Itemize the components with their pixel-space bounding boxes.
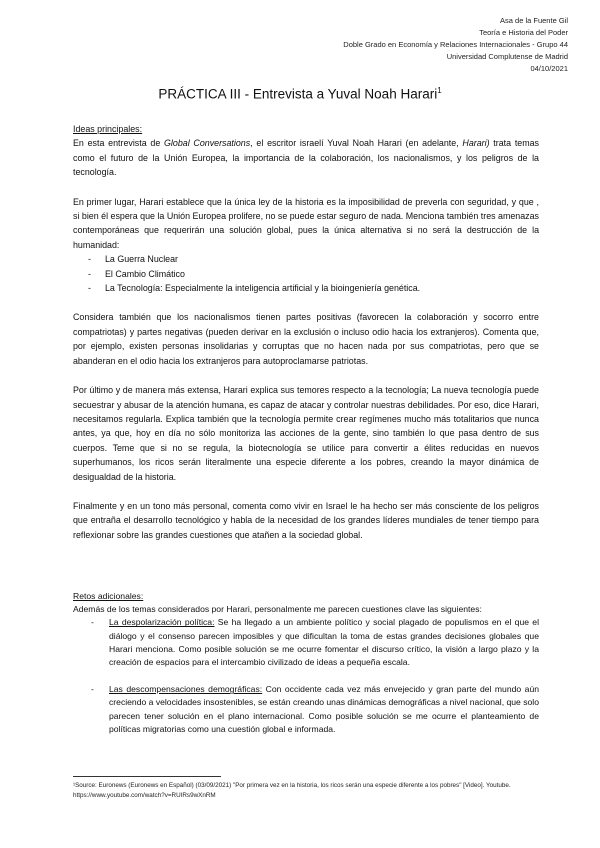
intro-text-italic-harari: Harari) [462,138,490,149]
paragraph-technology: Por último y de manera más extensa, Harari explica sus temores respecto a la tecnología; La nueva tecnología puede secuestrar y abusar de la atención humana, es capaz de atacar y controlar nuestras debilidades. Por eso, dice Harari, necesitamos regularla. Explica también que la tecnología permite crear regímenes mucho más totalitarios que nunca antes, ya que, hoy en día no sólo monitoriza las acciones de la gente, sino también lo que pasa dentro de sus cuerpos. Teme que si no se regula, la biotecnología se utilice para convertir a élites reducidas en nuevos superhumanos, los ricos serán literalmente una especie diferente a los pobres, creando la mayor dinámica de desigualdad de la historia. [73,385,539,482]
retos-heading: Retos adicionales: [73,591,144,601]
paragraph-conclusion: Finalmente y en un tono más personal, comenta como vivir en Israel le ha hecho ser más consciente de los peligros que entraña el desarrollo tecnológico y habla de la necesidad de los grandes líderes mundiales de tener tiempo para reflexionar sobre las grandes cuestiones que atañen a la sociedad global. [73,500,539,540]
ideas-heading: Ideas principales: [73,124,143,134]
list-item: - El Cambio Climático [73,267,539,281]
main-content [73,122,539,542]
list-item [73,616,539,669]
paragraph-nationalism: Considera también que los nacionalismos tienen partes positivas (favorecen la colaboración y socorro entre compatriotas) y partes negativas (pueden derivar en la exclusión o incluso odio hacia los extranjeros). Comenta que, por ejemplo, existen personas insolidarias y corruptas que no hacen nada por sus compatriotas, pero que se abanderan en el odio hacia los extranjeros para autoproclamarse patriotas. [73,312,539,366]
retos-intro: Además de los temas considerados por Harari, personalmente me parecen cuestiones clave las siguientes: [73,604,482,615]
document-date: 04/10/2021 [530,64,568,73]
footnote-divider [73,776,221,777]
reto-title: La despolarización política: [109,617,215,628]
intro-paragraph [73,136,539,179]
list-item: - La Guerra Nuclear [73,252,539,266]
page-title [0,86,600,102]
university-name: Universidad Complutense de Madrid [446,52,568,61]
list-item: - La Tecnología: Especialmente la inteligencia artificial y la bioingeniería genética. [73,281,539,295]
reto-text: Se ha llegado a un ambiente político y social plagado de populismos en el que el diálogo y el consenso parecen imposibles y que dificultan la toma de estas grandes decisiones globales que Harari menciona. Como posible solución se me ocurre fomentar el discurso crítico, la visión a largo plazo y la creación de espacios para el intercambio civilizado de ideas a pequeña escala. [109,617,539,668]
degree-name: Doble Grado en Economía y Relaciones Internacionales - Grupo 44 [343,40,568,49]
intro-text-italic-title: Global Conversations [164,138,251,149]
document-header [248,15,568,75]
list-item [73,683,539,736]
author-name: Asa de la Fuente Gil [500,16,568,25]
page-title-text: PRÁCTICA III - Entrevista a Yuval Noah Harari [158,86,438,102]
retos-section [73,590,539,736]
retos-list [73,616,539,736]
intro-text-a: En esta entrevista de [73,138,165,149]
paragraph-history: En primer lugar, Harari establece que la única ley de la historia es la imposibilidad de preverla con seguridad, y que , si bien él espera que la Unión Europea prolifere, no se puede estar seguro de nada. Menciona también tres amenazas contemporáneas que requerirán una solución global, pues la única alternativa si no será la destrucción de la humanidad: [73,196,539,250]
reto-title: Las descompensaciones demográficas: [109,684,263,695]
reto-text: Con occidente cada vez más envejecido y gran parte del mundo aún creciendo a velocidades insostenibles, se están creando unas dinámicas demográficas a nivel nacional, que solo parecen tener solución en el plano internacional. Como posible solución se me ocurre el planteamiento de políticas migratorias como una cuestión global e informada. [109,684,539,734]
footnote-mark: 1 [437,86,442,95]
intro-text-e: trata temas como el futuro de la Unión Europea, la importancia de la colaboración, los nacionalismos, y los peligros de la tecnología. [73,138,539,178]
intro-text-c: , el escritor israelí Yuval Noah Harari (en adelante, [250,138,463,149]
footnote-source: ¹Source: Euronews (Euronews en Español) (03/09/2021) "Por primera vez en la historia, los ricos serán una especie diferente a los pobres" [Video]. Youtube. https://www.youtube.com/watch?v=RUIRs9wXnRM [73,782,511,799]
threats-list [73,252,539,295]
course-name: Teoría e Historia del Poder [479,28,568,37]
